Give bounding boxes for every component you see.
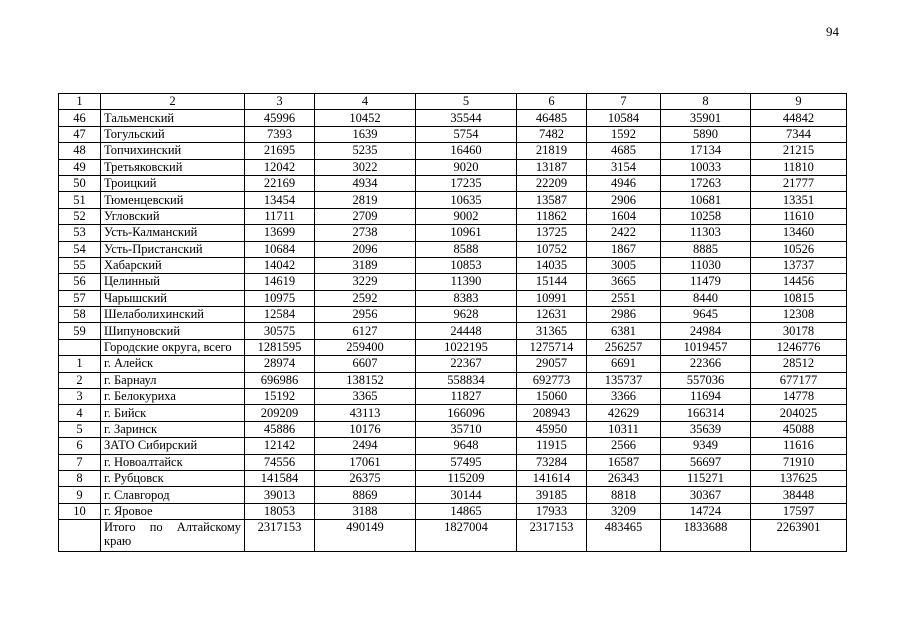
district-name-cell: ЗАТО Сибирский xyxy=(101,438,245,454)
value-cell: 1604 xyxy=(587,208,661,224)
value-cell: 38448 xyxy=(751,487,847,503)
district-name-cell: Третьяковский xyxy=(101,159,245,175)
value-cell: 3366 xyxy=(587,389,661,405)
table-header-row xyxy=(59,94,847,110)
value-cell: 3022 xyxy=(315,159,416,175)
value-cell: 13187 xyxy=(517,159,587,175)
value-cell: 39185 xyxy=(517,487,587,503)
value-cell: 2956 xyxy=(315,307,416,323)
value-cell: 1827004 xyxy=(416,520,517,552)
value-cell: 2738 xyxy=(315,225,416,241)
value-cell: 12631 xyxy=(517,307,587,323)
value-cell: 4685 xyxy=(587,143,661,159)
value-cell: 11303 xyxy=(661,225,751,241)
column-header: 1 xyxy=(59,94,101,110)
value-cell: 483465 xyxy=(587,520,661,552)
table-row xyxy=(59,274,847,290)
value-cell: 26343 xyxy=(587,470,661,486)
value-cell: 35710 xyxy=(416,421,517,437)
column-header: 2 xyxy=(101,94,245,110)
value-cell: 17134 xyxy=(661,143,751,159)
value-cell: 115271 xyxy=(661,470,751,486)
table-row xyxy=(59,110,847,126)
value-cell: 1281595 xyxy=(245,339,315,355)
value-cell: 14456 xyxy=(751,274,847,290)
table-row xyxy=(59,257,847,273)
row-number-cell: 9 xyxy=(59,487,101,503)
value-cell: 10176 xyxy=(315,421,416,437)
value-cell: 14724 xyxy=(661,503,751,519)
value-cell: 11616 xyxy=(751,438,847,454)
value-cell: 13351 xyxy=(751,192,847,208)
district-name-cell: г. Заринск xyxy=(101,421,245,437)
value-cell: 35901 xyxy=(661,110,751,126)
value-cell: 10853 xyxy=(416,257,517,273)
table-row xyxy=(59,356,847,372)
table-row xyxy=(59,421,847,437)
row-number-cell: 59 xyxy=(59,323,101,339)
table-row xyxy=(59,372,847,388)
table-total-row xyxy=(59,520,847,552)
value-cell: 558834 xyxy=(416,372,517,388)
value-cell: 10452 xyxy=(315,110,416,126)
value-cell: 46485 xyxy=(517,110,587,126)
value-cell: 1019457 xyxy=(661,339,751,355)
value-cell: 13587 xyxy=(517,192,587,208)
row-number-cell: 48 xyxy=(59,143,101,159)
value-cell: 10752 xyxy=(517,241,587,257)
value-cell: 14042 xyxy=(245,257,315,273)
value-cell: 24984 xyxy=(661,323,751,339)
value-cell: 21695 xyxy=(245,143,315,159)
value-cell: 12142 xyxy=(245,438,315,454)
value-cell: 17263 xyxy=(661,175,751,191)
value-cell: 17597 xyxy=(751,503,847,519)
value-cell: 22169 xyxy=(245,175,315,191)
value-cell: 10975 xyxy=(245,290,315,306)
value-cell: 6691 xyxy=(587,356,661,372)
value-cell: 6607 xyxy=(315,356,416,372)
value-cell: 8818 xyxy=(587,487,661,503)
value-cell: 16460 xyxy=(416,143,517,159)
value-cell: 13737 xyxy=(751,257,847,273)
district-name-cell: Хабарский xyxy=(101,257,245,273)
value-cell: 115209 xyxy=(416,470,517,486)
value-cell: 2906 xyxy=(587,192,661,208)
value-cell: 11862 xyxy=(517,208,587,224)
table-row xyxy=(59,290,847,306)
row-number-cell: 1 xyxy=(59,356,101,372)
value-cell: 57495 xyxy=(416,454,517,470)
table-row xyxy=(59,159,847,175)
row-number-cell: 50 xyxy=(59,175,101,191)
value-cell: 30178 xyxy=(751,323,847,339)
value-cell: 12042 xyxy=(245,159,315,175)
value-cell: 8440 xyxy=(661,290,751,306)
row-number-cell: 55 xyxy=(59,257,101,273)
district-name-cell: Тюменцевский xyxy=(101,192,245,208)
value-cell: 1275714 xyxy=(517,339,587,355)
table-row xyxy=(59,470,847,486)
district-name-cell: Шелаболихинский xyxy=(101,307,245,323)
value-cell: 2494 xyxy=(315,438,416,454)
value-cell: 10584 xyxy=(587,110,661,126)
district-name-cell: Угловский xyxy=(101,208,245,224)
row-number-cell: 5 xyxy=(59,421,101,437)
value-cell: 2263901 xyxy=(751,520,847,552)
value-cell: 209209 xyxy=(245,405,315,421)
row-number-cell: 51 xyxy=(59,192,101,208)
value-cell: 166096 xyxy=(416,405,517,421)
value-cell: 135737 xyxy=(587,372,661,388)
district-name-cell: Топчихинский xyxy=(101,143,245,159)
value-cell: 3365 xyxy=(315,389,416,405)
value-cell: 10961 xyxy=(416,225,517,241)
district-name-cell: г. Белокуриха xyxy=(101,389,245,405)
value-cell: 2551 xyxy=(587,290,661,306)
table-row xyxy=(59,323,847,339)
district-name-cell: г. Новоалтайск xyxy=(101,454,245,470)
value-cell: 137625 xyxy=(751,470,847,486)
table-row xyxy=(59,175,847,191)
row-number-cell: 53 xyxy=(59,225,101,241)
value-cell: 3229 xyxy=(315,274,416,290)
row-number-cell xyxy=(59,520,101,552)
row-number-cell: 47 xyxy=(59,126,101,142)
value-cell: 30144 xyxy=(416,487,517,503)
district-name-cell: г. Яровое xyxy=(101,503,245,519)
value-cell: 31365 xyxy=(517,323,587,339)
value-cell: 45950 xyxy=(517,421,587,437)
value-cell: 42629 xyxy=(587,405,661,421)
value-cell: 5754 xyxy=(416,126,517,142)
value-cell: 11390 xyxy=(416,274,517,290)
value-cell: 8869 xyxy=(315,487,416,503)
value-cell: 138152 xyxy=(315,372,416,388)
district-name-cell: Троицкий xyxy=(101,175,245,191)
page-number: 94 xyxy=(826,24,839,39)
table-row xyxy=(59,503,847,519)
value-cell: 11694 xyxy=(661,389,751,405)
row-number-cell: 2 xyxy=(59,372,101,388)
value-cell: 21777 xyxy=(751,175,847,191)
value-cell: 696986 xyxy=(245,372,315,388)
value-cell: 141614 xyxy=(517,470,587,486)
district-name-cell: Усть-Калманский xyxy=(101,225,245,241)
value-cell: 11479 xyxy=(661,274,751,290)
value-cell: 3189 xyxy=(315,257,416,273)
column-header: 7 xyxy=(587,94,661,110)
column-header: 5 xyxy=(416,94,517,110)
value-cell: 677177 xyxy=(751,372,847,388)
value-cell: 5890 xyxy=(661,126,751,142)
row-number-cell: 10 xyxy=(59,503,101,519)
value-cell: 8885 xyxy=(661,241,751,257)
value-cell: 2317153 xyxy=(517,520,587,552)
value-cell: 1022195 xyxy=(416,339,517,355)
district-name-cell: Целинный xyxy=(101,274,245,290)
column-header: 9 xyxy=(751,94,847,110)
table-row xyxy=(59,487,847,503)
row-number-cell: 6 xyxy=(59,438,101,454)
value-cell: 13460 xyxy=(751,225,847,241)
value-cell: 14778 xyxy=(751,389,847,405)
table-row xyxy=(59,307,847,323)
district-name-cell: Шипуновский xyxy=(101,323,245,339)
value-cell: 13699 xyxy=(245,225,315,241)
value-cell: 1867 xyxy=(587,241,661,257)
value-cell: 166314 xyxy=(661,405,751,421)
value-cell: 13454 xyxy=(245,192,315,208)
value-cell: 10526 xyxy=(751,241,847,257)
row-number-cell: 58 xyxy=(59,307,101,323)
value-cell: 557036 xyxy=(661,372,751,388)
district-name-cell: Чарышский xyxy=(101,290,245,306)
value-cell: 35639 xyxy=(661,421,751,437)
value-cell: 21215 xyxy=(751,143,847,159)
value-cell: 17235 xyxy=(416,175,517,191)
value-cell: 26375 xyxy=(315,470,416,486)
row-number-cell xyxy=(59,339,101,355)
district-name-cell: г. Бийск xyxy=(101,405,245,421)
value-cell: 74556 xyxy=(245,454,315,470)
row-number-cell: 8 xyxy=(59,470,101,486)
value-cell: 2709 xyxy=(315,208,416,224)
value-cell: 9648 xyxy=(416,438,517,454)
row-number-cell: 49 xyxy=(59,159,101,175)
value-cell: 11030 xyxy=(661,257,751,273)
value-cell: 11810 xyxy=(751,159,847,175)
row-number-cell: 3 xyxy=(59,389,101,405)
table-body xyxy=(59,94,847,552)
value-cell: 24448 xyxy=(416,323,517,339)
value-cell: 141584 xyxy=(245,470,315,486)
value-cell: 3188 xyxy=(315,503,416,519)
value-cell: 2986 xyxy=(587,307,661,323)
column-header: 6 xyxy=(517,94,587,110)
value-cell: 10258 xyxy=(661,208,751,224)
value-cell: 8588 xyxy=(416,241,517,257)
table-row xyxy=(59,241,847,257)
value-cell: 17933 xyxy=(517,503,587,519)
table-row xyxy=(59,389,847,405)
value-cell: 10991 xyxy=(517,290,587,306)
value-cell: 22367 xyxy=(416,356,517,372)
table-row xyxy=(59,192,847,208)
value-cell: 1246776 xyxy=(751,339,847,355)
row-number-cell: 52 xyxy=(59,208,101,224)
column-header: 8 xyxy=(661,94,751,110)
value-cell: 8383 xyxy=(416,290,517,306)
value-cell: 11610 xyxy=(751,208,847,224)
value-cell: 9349 xyxy=(661,438,751,454)
value-cell: 2566 xyxy=(587,438,661,454)
value-cell: 9002 xyxy=(416,208,517,224)
value-cell: 21819 xyxy=(517,143,587,159)
value-cell: 5235 xyxy=(315,143,416,159)
value-cell: 45996 xyxy=(245,110,315,126)
value-cell: 17061 xyxy=(315,454,416,470)
value-cell: 28512 xyxy=(751,356,847,372)
value-cell: 4934 xyxy=(315,175,416,191)
value-cell: 10684 xyxy=(245,241,315,257)
value-cell: 15192 xyxy=(245,389,315,405)
value-cell: 22209 xyxy=(517,175,587,191)
table-row xyxy=(59,339,847,355)
value-cell: 9645 xyxy=(661,307,751,323)
district-name-cell: г. Славгород xyxy=(101,487,245,503)
row-number-cell: 56 xyxy=(59,274,101,290)
value-cell: 45886 xyxy=(245,421,315,437)
value-cell: 6127 xyxy=(315,323,416,339)
value-cell: 9020 xyxy=(416,159,517,175)
value-cell: 16587 xyxy=(587,454,661,470)
table-row xyxy=(59,454,847,470)
value-cell: 12584 xyxy=(245,307,315,323)
value-cell: 10033 xyxy=(661,159,751,175)
value-cell: 2096 xyxy=(315,241,416,257)
value-cell: 18053 xyxy=(245,503,315,519)
district-name-cell: Итого по Алтайскому краю xyxy=(101,520,245,552)
value-cell: 22366 xyxy=(661,356,751,372)
value-cell: 28974 xyxy=(245,356,315,372)
value-cell: 30367 xyxy=(661,487,751,503)
value-cell: 9628 xyxy=(416,307,517,323)
value-cell: 10635 xyxy=(416,192,517,208)
row-number-cell: 7 xyxy=(59,454,101,470)
value-cell: 10681 xyxy=(661,192,751,208)
value-cell: 1592 xyxy=(587,126,661,142)
value-cell: 29057 xyxy=(517,356,587,372)
value-cell: 39013 xyxy=(245,487,315,503)
value-cell: 14865 xyxy=(416,503,517,519)
table-row xyxy=(59,438,847,454)
value-cell: 256257 xyxy=(587,339,661,355)
district-name-cell: г. Барнаул xyxy=(101,372,245,388)
value-cell: 10815 xyxy=(751,290,847,306)
value-cell: 6381 xyxy=(587,323,661,339)
value-cell: 14619 xyxy=(245,274,315,290)
table-row xyxy=(59,143,847,159)
statistics-table xyxy=(58,93,847,552)
value-cell: 1639 xyxy=(315,126,416,142)
value-cell: 43113 xyxy=(315,405,416,421)
value-cell: 7393 xyxy=(245,126,315,142)
value-cell: 692773 xyxy=(517,372,587,388)
value-cell: 10311 xyxy=(587,421,661,437)
value-cell: 71910 xyxy=(751,454,847,470)
value-cell: 30575 xyxy=(245,323,315,339)
column-header: 3 xyxy=(245,94,315,110)
row-number-cell: 54 xyxy=(59,241,101,257)
column-header: 4 xyxy=(315,94,416,110)
value-cell: 15060 xyxy=(517,389,587,405)
value-cell: 56697 xyxy=(661,454,751,470)
value-cell: 259400 xyxy=(315,339,416,355)
district-name-cell: Усть-Пристанский xyxy=(101,241,245,257)
value-cell: 3665 xyxy=(587,274,661,290)
district-name-cell: Тогульский xyxy=(101,126,245,142)
value-cell: 2592 xyxy=(315,290,416,306)
district-name-cell: г. Рубцовск xyxy=(101,470,245,486)
district-name-cell: г. Алейск xyxy=(101,356,245,372)
value-cell: 73284 xyxy=(517,454,587,470)
value-cell: 4946 xyxy=(587,175,661,191)
row-number-cell: 46 xyxy=(59,110,101,126)
value-cell: 14035 xyxy=(517,257,587,273)
district-name-cell: Тальменский xyxy=(101,110,245,126)
value-cell: 208943 xyxy=(517,405,587,421)
value-cell: 490149 xyxy=(315,520,416,552)
value-cell: 3005 xyxy=(587,257,661,273)
value-cell: 3209 xyxy=(587,503,661,519)
value-cell: 13725 xyxy=(517,225,587,241)
value-cell: 3154 xyxy=(587,159,661,175)
value-cell: 11711 xyxy=(245,208,315,224)
district-name-cell: Городские округа, всего xyxy=(101,339,245,355)
value-cell: 2819 xyxy=(315,192,416,208)
value-cell: 204025 xyxy=(751,405,847,421)
value-cell: 15144 xyxy=(517,274,587,290)
value-cell: 11915 xyxy=(517,438,587,454)
table-row xyxy=(59,405,847,421)
value-cell: 11827 xyxy=(416,389,517,405)
value-cell: 2317153 xyxy=(245,520,315,552)
table-row xyxy=(59,208,847,224)
value-cell: 2422 xyxy=(587,225,661,241)
value-cell: 35544 xyxy=(416,110,517,126)
table-row xyxy=(59,126,847,142)
value-cell: 44842 xyxy=(751,110,847,126)
value-cell: 12308 xyxy=(751,307,847,323)
value-cell: 7344 xyxy=(751,126,847,142)
value-cell: 1833688 xyxy=(661,520,751,552)
row-number-cell: 4 xyxy=(59,405,101,421)
value-cell: 45088 xyxy=(751,421,847,437)
value-cell: 7482 xyxy=(517,126,587,142)
table-row xyxy=(59,225,847,241)
row-number-cell: 57 xyxy=(59,290,101,306)
